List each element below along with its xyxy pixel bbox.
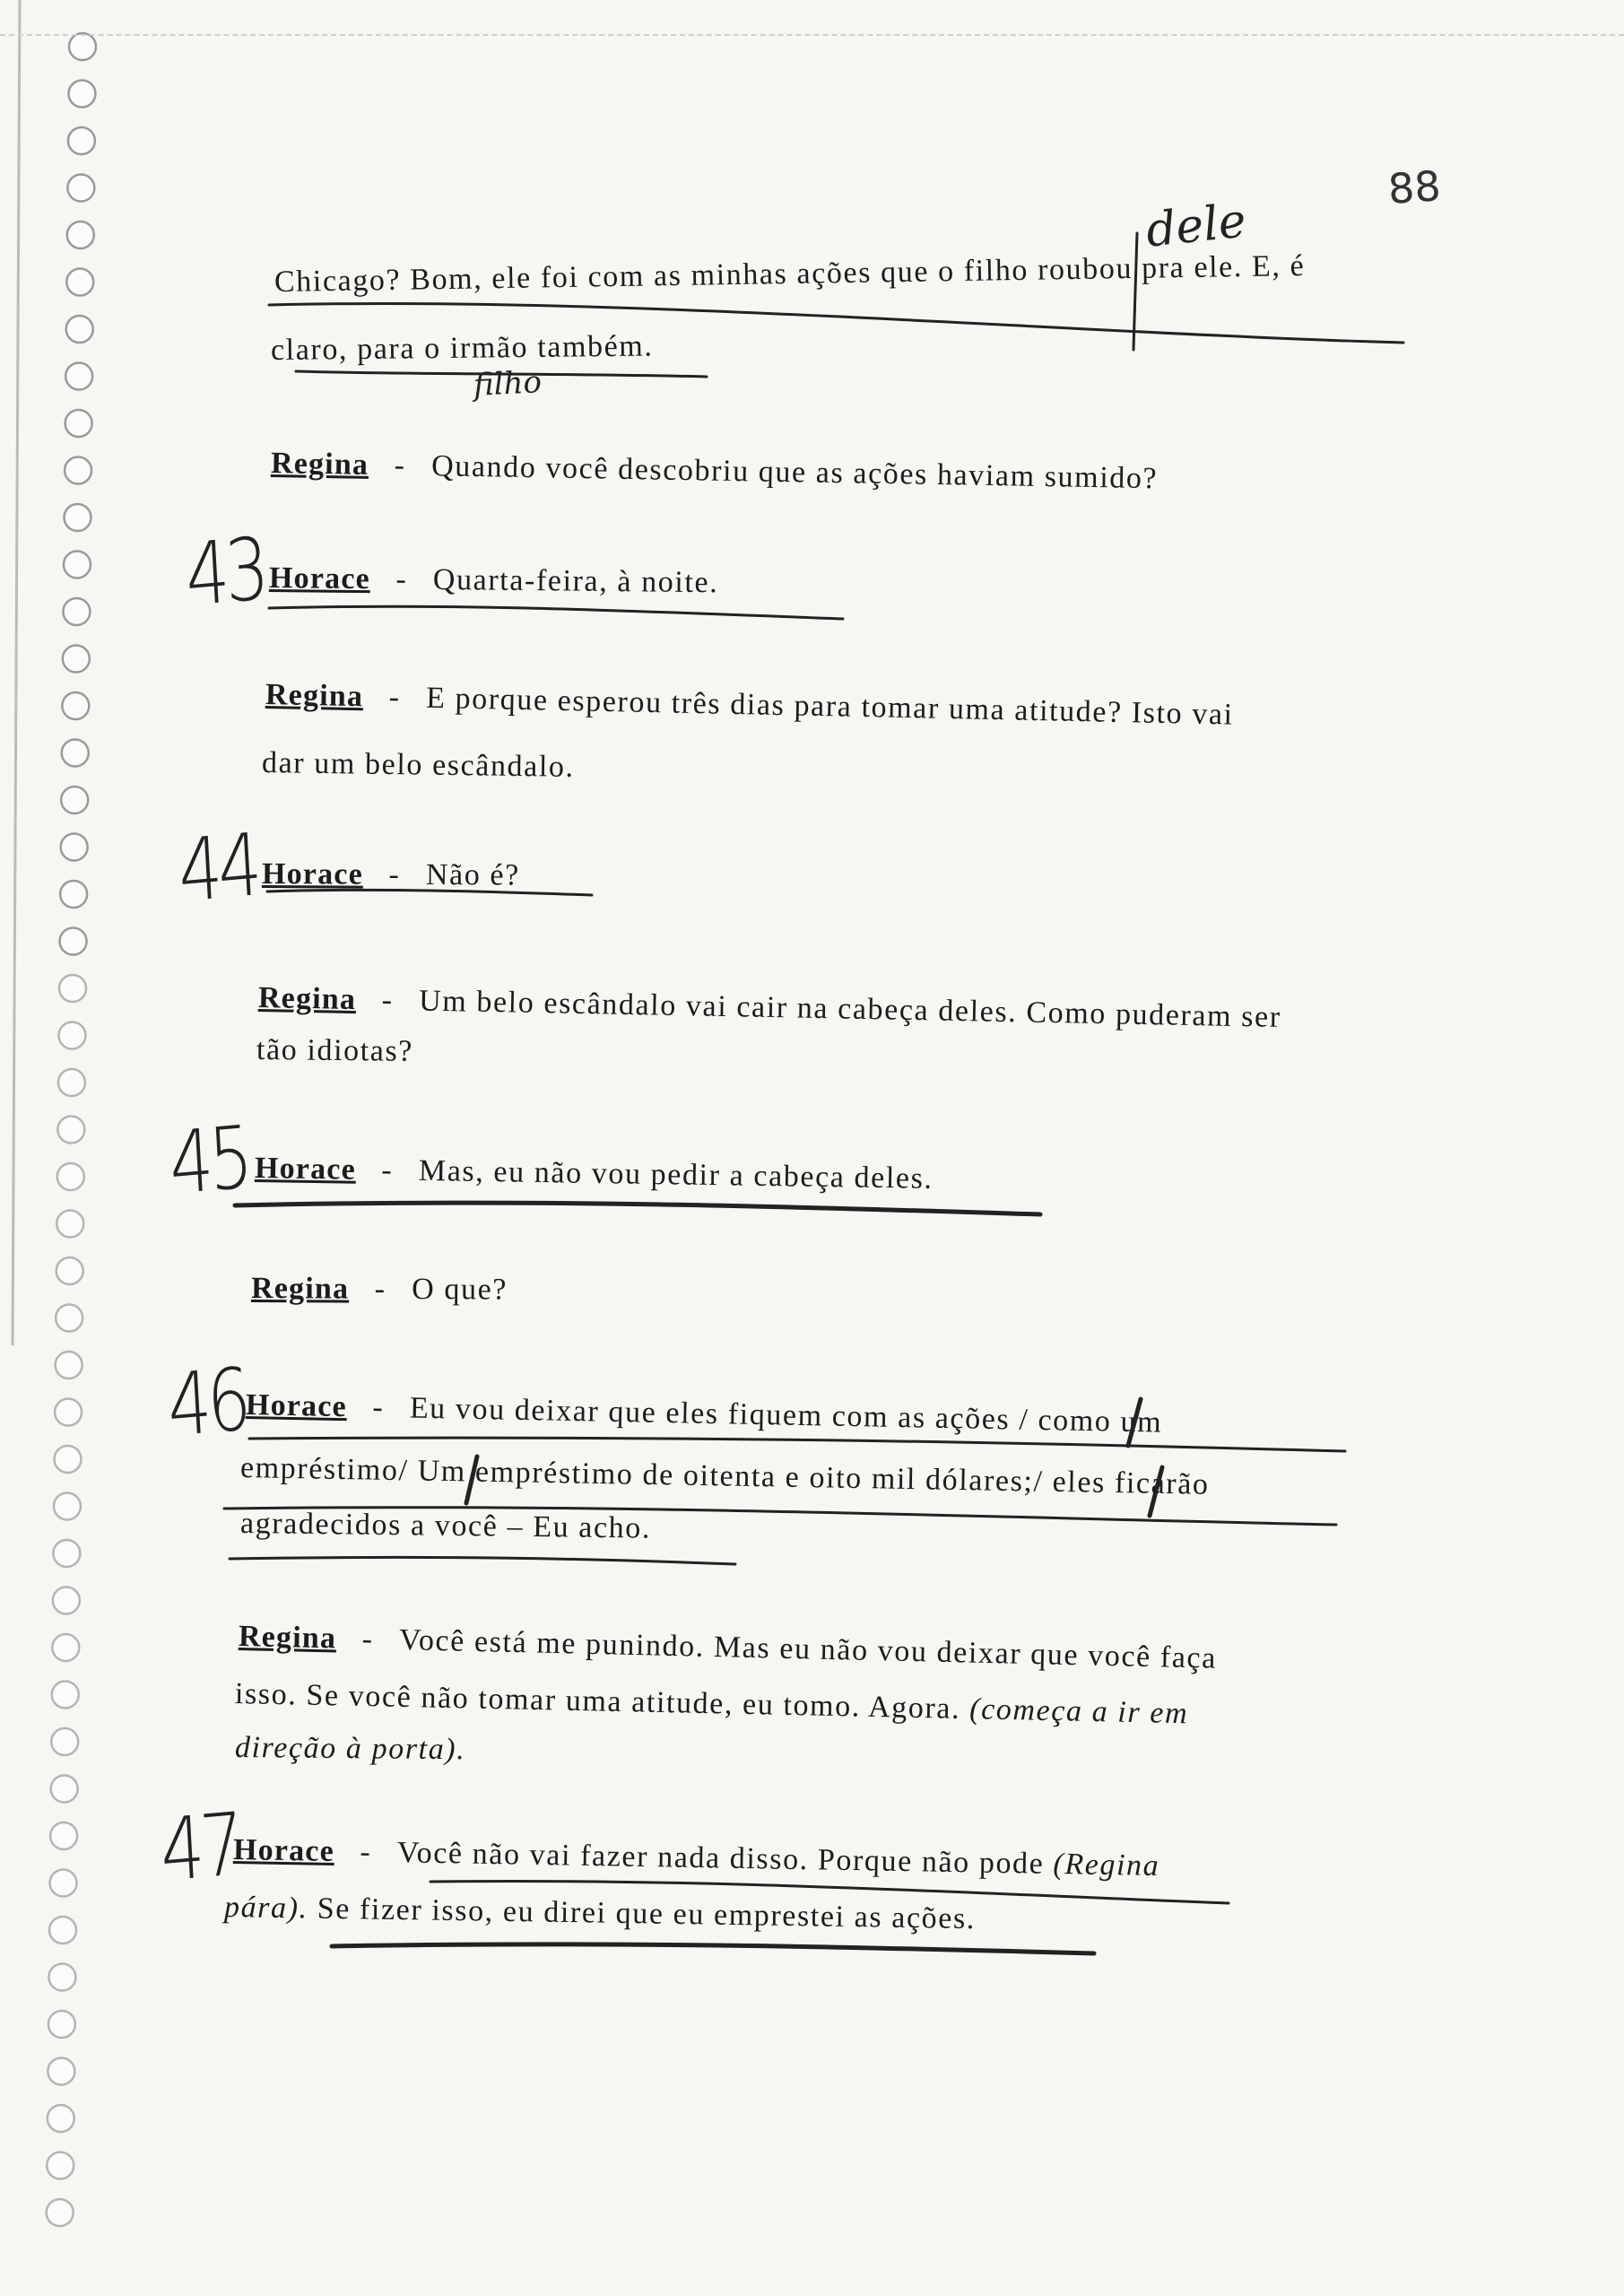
binding-hole	[52, 1634, 79, 1661]
binding-hole	[53, 1540, 80, 1567]
speaker-name: Horace	[261, 857, 364, 891]
page-top-edge	[0, 34, 1624, 36]
dialogue-line-horace-46: Horace - Eu vou deixar que eles fiquem com as ações / como um	[245, 1388, 1163, 1439]
stage-direction: (Regina	[1053, 1847, 1160, 1883]
dialogue-line-horace-47: Horace - Você não vai fazer nada disso. Porque não pode (Regina	[232, 1833, 1160, 1883]
dialogue-text: Quarta-feira, à noite.	[432, 562, 719, 600]
spiral-binding-holes	[0, 0, 117, 2296]
binding-hole	[62, 692, 89, 719]
dialogue-line-regina-3: Regina - Um belo escândalo vai cair na cabeça deles. Como puderam ser	[257, 981, 1282, 1034]
binding-hole	[52, 1682, 79, 1709]
dialogue-continuation: pára). Se fizer isso, eu direi que eu emprestei as ações.	[223, 1891, 977, 1936]
speaker-name: Regina	[270, 447, 369, 482]
binding-hole	[63, 598, 90, 625]
dialogue-text: Não é?	[425, 857, 520, 892]
binding-hole	[56, 1257, 83, 1284]
page-number: 88	[1386, 161, 1443, 213]
margin-number-45: 45	[166, 1107, 252, 1214]
binding-hole	[54, 1493, 81, 1520]
binding-hole	[60, 881, 87, 908]
binding-hole	[47, 2199, 74, 2226]
paragraph-line-1: Chicago? Bom, ele foi com as minhas ações que o filho roubou pra ele. E, é	[274, 248, 1306, 299]
binding-hole	[69, 33, 96, 60]
dialogue-continuation: tão idiotas?	[256, 1033, 414, 1068]
binding-hole	[66, 269, 93, 296]
binding-hole	[57, 1163, 84, 1190]
binding-hole	[51, 1728, 78, 1755]
speaker-name: Horace	[268, 561, 371, 596]
speaker-name: Horace	[245, 1388, 348, 1424]
speaker-name: Horace	[232, 1833, 335, 1868]
stage-direction: pára).	[223, 1891, 308, 1926]
binding-hole	[67, 175, 94, 202]
margin-number-43: 43	[182, 518, 268, 626]
stage-direction: direção à porta).	[234, 1731, 466, 1767]
binding-hole	[58, 1069, 85, 1096]
dialogue-text: O que?	[412, 1272, 508, 1307]
dialogue-text: Quando você descobriu que as ações haviam sumido?	[430, 449, 1159, 496]
binding-hole	[56, 1352, 83, 1378]
dialogue-line-horace-44: Horace - Não é?	[261, 857, 520, 892]
handwritten-insert-filho: filho	[473, 364, 543, 404]
binding-hole	[48, 1964, 75, 1991]
binding-hole	[48, 2011, 75, 2038]
dialogue-continuation: dar um belo escândalo.	[261, 746, 575, 784]
margin-number-44: 44	[175, 814, 261, 922]
binding-hole	[65, 457, 91, 484]
binding-hole	[68, 127, 95, 154]
speaker-name: Regina	[257, 981, 357, 1017]
dialogue-line-regina-5: Regina - Você está me punindo. Mas eu não vou deixar que você faça	[238, 1620, 1218, 1675]
paragraph-line-2: claro, para o irmão também.	[270, 329, 654, 367]
binding-hole	[65, 410, 92, 437]
binding-hole	[49, 1917, 76, 1944]
binding-hole	[60, 928, 87, 955]
dialogue-line-regina-4: Regina - O que?	[250, 1272, 508, 1307]
binding-hole	[56, 1305, 83, 1332]
binding-hole	[62, 740, 89, 767]
dialogue-line-horace-43: Horace - Quarta-feira, à noite.	[268, 561, 719, 600]
insertion-mark	[1133, 233, 1137, 350]
speaker-name: Regina	[250, 1272, 350, 1306]
dialogue-text: Eu vou deixar que eles fiquem com as ações / como um	[409, 1391, 1163, 1439]
dialogue-text: E porque esperou três dias para tomar uma atitude? Isto vai	[425, 681, 1235, 732]
dialogue-continuation: agradecidos a você – Eu acho.	[239, 1507, 652, 1545]
underline-stroke	[332, 1944, 1094, 1953]
dialogue-text: Mas, eu não vou pedir a cabeça deles.	[418, 1153, 934, 1196]
binding-hole	[55, 1399, 82, 1426]
dialogue-line-horace-45: Horace - Mas, eu não vou pedir a cabeça deles.	[254, 1152, 934, 1196]
page-edge-line	[13, 0, 20, 1345]
underline-stroke	[269, 606, 843, 619]
dialogue-text: Você está me punindo. Mas eu não vou deixar que você faça	[398, 1623, 1218, 1675]
binding-hole	[48, 2105, 74, 2132]
dialogue-text: Um belo escândalo vai cair na cabeça deles. Como puderam ser	[418, 984, 1282, 1034]
binding-hole	[58, 1022, 85, 1049]
handwritten-insert-dele: dele	[1143, 194, 1249, 258]
dialogue-continuation: isso. Se você não tomar uma atitude, eu tomo. Agora. (começa a ir em	[234, 1677, 1189, 1731]
binding-hole	[48, 2058, 74, 2085]
binding-hole	[65, 504, 91, 531]
binding-hole	[66, 316, 93, 343]
binding-hole	[59, 975, 86, 1002]
binding-hole	[50, 1822, 77, 1849]
binding-hole	[67, 222, 94, 248]
dialogue-line-regina-2: Regina - E porque esperou três dias para tomar uma atitude? Isto vai	[265, 678, 1235, 732]
speaker-name: Regina	[265, 678, 364, 714]
binding-hole	[50, 1870, 77, 1897]
margin-number-46: 46	[164, 1349, 250, 1457]
binding-hole	[61, 787, 88, 813]
speaker-name: Horace	[254, 1152, 357, 1187]
dialogue-line-regina-1: Regina - Quando você descobriu que as ações haviam sumido?	[270, 447, 1159, 496]
stage-direction: (começa a ir em	[968, 1692, 1189, 1731]
binding-hole	[65, 363, 92, 390]
dialogue-text: Você não vai fazer nada disso. Porque não pode	[396, 1836, 1045, 1881]
binding-hole	[64, 552, 91, 578]
binding-hole	[63, 646, 90, 673]
underline-stroke	[230, 1557, 735, 1564]
binding-hole	[53, 1587, 80, 1614]
dialogue-continuation: empréstimo/ Um empréstimo de oitenta e oito mil dólares;/ eles ficarão	[239, 1451, 1210, 1501]
underline-stroke	[235, 1203, 1040, 1214]
underline-stroke	[249, 1438, 1345, 1451]
binding-hole	[47, 2152, 74, 2179]
margin-number-47: 47	[157, 1794, 243, 1901]
binding-hole	[56, 1211, 83, 1238]
speaker-name: Regina	[238, 1620, 337, 1656]
binding-hole	[55, 1446, 82, 1473]
binding-hole	[51, 1776, 78, 1803]
binding-hole	[61, 834, 88, 861]
binding-hole	[57, 1117, 84, 1144]
binding-hole	[68, 81, 95, 108]
